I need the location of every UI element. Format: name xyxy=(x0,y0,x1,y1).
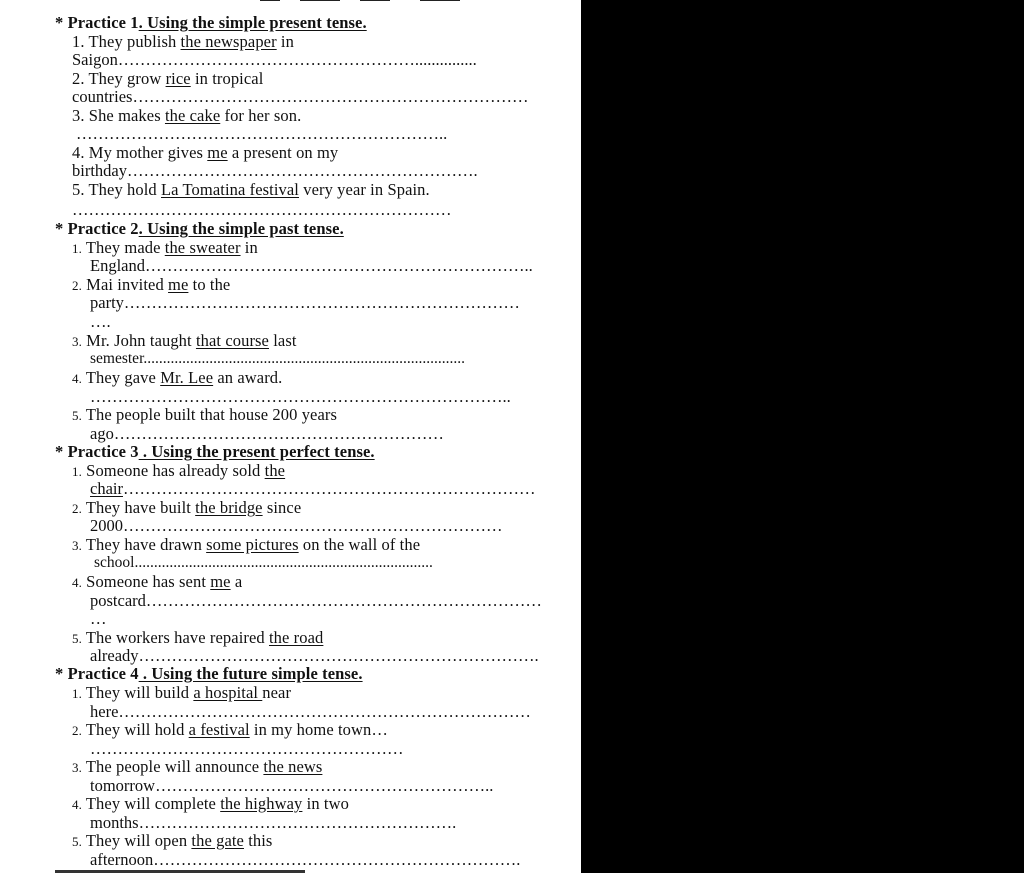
exercise-item: 4. They will complete the highway in two xyxy=(72,794,349,813)
answer-line: months…………………………………………………. xyxy=(90,813,457,832)
exercise-item: 1. They will build a hospital near xyxy=(72,683,292,702)
answer-line: countries……………………………………………………………… xyxy=(72,87,529,106)
exercise-item: 1. Someone has already sold the xyxy=(72,461,286,480)
answer-line: England…………………………………………………………….. xyxy=(90,256,533,275)
answer-line: ago…………………………………………………… xyxy=(90,424,444,443)
answer-line: 2000…………………………………………………………… xyxy=(90,516,503,535)
exercise-item: 3. She makes the cake for her son. xyxy=(72,106,302,125)
exercise-item: 4. They gave Mr. Lee an award. xyxy=(72,368,283,387)
answer-line: ………………………………………………………………….. xyxy=(90,387,511,406)
exercise-item: 5. The workers have repaired the road xyxy=(72,628,324,647)
practice-3-heading: * Practice 3 . Using the present perfect tense. xyxy=(55,442,375,461)
exercise-item: 2. They grow rice in tropical xyxy=(72,69,264,88)
exercise-item: 4. My mother gives me a present on my xyxy=(72,143,339,162)
exercise-item: 5. The people built that house 200 years xyxy=(72,405,338,424)
exercise-item: 1. They made the sweater in xyxy=(72,238,258,257)
answer-line: afternoon…………………………………………………………. xyxy=(90,850,521,869)
exercise-item: 2. They have built the bridge since xyxy=(72,498,302,517)
exercise-item: 5. They hold La Tomatina festival very year in Spain. xyxy=(72,180,430,199)
exercise-item: 2. Mai invited me to the xyxy=(72,275,231,294)
answer-line: semester................................................................................... xyxy=(90,350,465,367)
cropped-top-line xyxy=(60,0,530,6)
exercise-item: 3. Mr. John taught that course last xyxy=(72,331,297,350)
answer-line-continued: …. xyxy=(90,312,111,331)
exercise-item: 3. The people will announce the news xyxy=(72,757,323,776)
exercise-item: 4. Someone has sent me a xyxy=(72,572,243,591)
answer-line: Saigon………………………………………………............... xyxy=(72,50,477,69)
exercise-item: 5. They will open the gate this xyxy=(72,831,273,850)
answer-line: ………………………………………………………….. xyxy=(76,124,448,143)
answer-line: already………………………………………………………………. xyxy=(90,646,539,665)
exercise-item: 1. They publish the newspaper in xyxy=(72,32,294,51)
answer-line: tomorrow…………………………………………………….. xyxy=(90,776,494,795)
answer-line: party……………………………………………………………… xyxy=(90,293,520,312)
exercise-item: 2. They will hold a festival in my home town… xyxy=(72,720,388,739)
practice-1-heading: * Practice 1. Using the simple present tense. xyxy=(55,13,367,32)
exercise-item: 3. They have drawn some pictures on the wall of the xyxy=(72,535,421,554)
answer-line: ………………………………………………… xyxy=(90,739,404,758)
answer-line: birthday………………………………………………………. xyxy=(72,161,478,180)
practice-4-heading: * Practice 4 . Using the future simple tense. xyxy=(55,664,363,683)
black-background-region xyxy=(581,0,1024,873)
cropped-bottom-line xyxy=(55,869,305,873)
answer-line: chair………………………………………………………………… xyxy=(90,479,536,498)
answer-line-continued: … xyxy=(90,609,107,628)
answer-line: postcard……………………………………………………………… xyxy=(90,591,542,610)
answer-line: here………………………………………………………………… xyxy=(90,702,531,721)
answer-line: …………………………………………………………… xyxy=(72,200,452,219)
answer-line: school............................................................................. xyxy=(94,554,433,571)
practice-2-heading: * Practice 2. Using the simple past tense. xyxy=(55,219,344,238)
